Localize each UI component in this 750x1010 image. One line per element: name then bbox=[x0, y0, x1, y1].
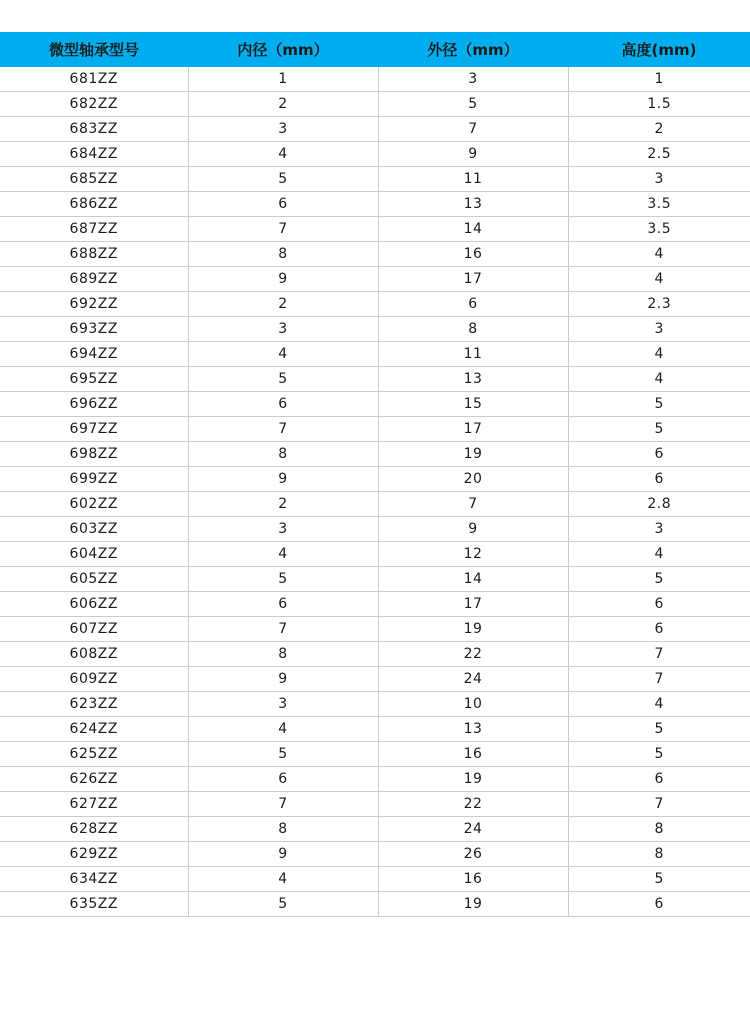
cell-model: 698ZZ bbox=[0, 442, 188, 467]
cell-inner-diameter: 3 bbox=[188, 317, 378, 342]
table-row bbox=[0, 767, 750, 792]
cell-height: 8 bbox=[568, 842, 750, 867]
cell-height: 6 bbox=[568, 767, 750, 792]
cell-height: 5 bbox=[568, 717, 750, 742]
cell-outer-diameter: 17 bbox=[378, 592, 568, 617]
cell-inner-diameter: 9 bbox=[188, 842, 378, 867]
table-row bbox=[0, 567, 750, 592]
cell-model: 699ZZ bbox=[0, 467, 188, 492]
cell-inner-diameter: 4 bbox=[188, 542, 378, 567]
cell-outer-diameter: 6 bbox=[378, 292, 568, 317]
cell-inner-diameter: 2 bbox=[188, 492, 378, 517]
table-row bbox=[0, 67, 750, 92]
cell-inner-diameter: 8 bbox=[188, 817, 378, 842]
cell-inner-diameter: 5 bbox=[188, 892, 378, 917]
table-row bbox=[0, 92, 750, 117]
cell-height: 5 bbox=[568, 867, 750, 892]
cell-height: 7 bbox=[568, 642, 750, 667]
cell-inner-diameter: 4 bbox=[188, 867, 378, 892]
cell-height: 1 bbox=[568, 67, 750, 92]
cell-model: 623ZZ bbox=[0, 692, 188, 717]
cell-outer-diameter: 8 bbox=[378, 317, 568, 342]
cell-outer-diameter: 19 bbox=[378, 767, 568, 792]
cell-outer-diameter: 3 bbox=[378, 67, 568, 92]
cell-outer-diameter: 13 bbox=[378, 367, 568, 392]
cell-model: 609ZZ bbox=[0, 667, 188, 692]
cell-model: 693ZZ bbox=[0, 317, 188, 342]
cell-outer-diameter: 22 bbox=[378, 792, 568, 817]
cell-model: 608ZZ bbox=[0, 642, 188, 667]
cell-outer-diameter: 17 bbox=[378, 417, 568, 442]
cell-outer-diameter: 13 bbox=[378, 717, 568, 742]
cell-inner-diameter: 8 bbox=[188, 242, 378, 267]
table-row bbox=[0, 742, 750, 767]
cell-outer-diameter: 15 bbox=[378, 392, 568, 417]
header-outer-diameter: 外径（mm） bbox=[378, 32, 568, 67]
header-inner-diameter: 内径（mm） bbox=[188, 32, 378, 67]
cell-height: 3 bbox=[568, 167, 750, 192]
cell-height: 4 bbox=[568, 267, 750, 292]
cell-inner-diameter: 6 bbox=[188, 767, 378, 792]
cell-model: 696ZZ bbox=[0, 392, 188, 417]
cell-inner-diameter: 9 bbox=[188, 267, 378, 292]
cell-outer-diameter: 10 bbox=[378, 692, 568, 717]
cell-model: 635ZZ bbox=[0, 892, 188, 917]
cell-model: 603ZZ bbox=[0, 517, 188, 542]
cell-inner-diameter: 3 bbox=[188, 517, 378, 542]
cell-inner-diameter: 2 bbox=[188, 292, 378, 317]
cell-height: 6 bbox=[568, 442, 750, 467]
cell-inner-diameter: 4 bbox=[188, 142, 378, 167]
cell-inner-diameter: 5 bbox=[188, 367, 378, 392]
cell-outer-diameter: 22 bbox=[378, 642, 568, 667]
table-row bbox=[0, 617, 750, 642]
cell-height: 3.5 bbox=[568, 192, 750, 217]
cell-outer-diameter: 24 bbox=[378, 817, 568, 842]
cell-height: 3 bbox=[568, 317, 750, 342]
cell-height: 5 bbox=[568, 417, 750, 442]
table-row bbox=[0, 442, 750, 467]
table-row bbox=[0, 267, 750, 292]
cell-inner-diameter: 6 bbox=[188, 592, 378, 617]
cell-height: 3.5 bbox=[568, 217, 750, 242]
cell-inner-diameter: 5 bbox=[188, 742, 378, 767]
cell-model: 605ZZ bbox=[0, 567, 188, 592]
cell-model: 683ZZ bbox=[0, 117, 188, 142]
cell-outer-diameter: 16 bbox=[378, 242, 568, 267]
cell-model: 602ZZ bbox=[0, 492, 188, 517]
header-height: 高度(mm) bbox=[568, 32, 750, 67]
table-row bbox=[0, 667, 750, 692]
cell-outer-diameter: 19 bbox=[378, 892, 568, 917]
table-row bbox=[0, 392, 750, 417]
cell-outer-diameter: 7 bbox=[378, 492, 568, 517]
cell-model: 604ZZ bbox=[0, 542, 188, 567]
cell-height: 1.5 bbox=[568, 92, 750, 117]
cell-model: 606ZZ bbox=[0, 592, 188, 617]
cell-model: 634ZZ bbox=[0, 867, 188, 892]
cell-model: 607ZZ bbox=[0, 617, 188, 642]
cell-height: 5 bbox=[568, 567, 750, 592]
cell-height: 6 bbox=[568, 592, 750, 617]
cell-model: 685ZZ bbox=[0, 167, 188, 192]
cell-model: 695ZZ bbox=[0, 367, 188, 392]
cell-inner-diameter: 4 bbox=[188, 342, 378, 367]
table-row bbox=[0, 892, 750, 917]
cell-outer-diameter: 19 bbox=[378, 617, 568, 642]
table-row bbox=[0, 717, 750, 742]
cell-inner-diameter: 3 bbox=[188, 117, 378, 142]
cell-height: 4 bbox=[568, 542, 750, 567]
table-row bbox=[0, 492, 750, 517]
cell-model: 692ZZ bbox=[0, 292, 188, 317]
cell-height: 5 bbox=[568, 392, 750, 417]
cell-outer-diameter: 13 bbox=[378, 192, 568, 217]
cell-model: 687ZZ bbox=[0, 217, 188, 242]
table-row bbox=[0, 842, 750, 867]
cell-inner-diameter: 8 bbox=[188, 642, 378, 667]
table-row bbox=[0, 192, 750, 217]
cell-inner-diameter: 8 bbox=[188, 442, 378, 467]
cell-height: 2.8 bbox=[568, 492, 750, 517]
header-model: 微型轴承型号 bbox=[0, 32, 188, 67]
cell-outer-diameter: 7 bbox=[378, 117, 568, 142]
cell-model: 694ZZ bbox=[0, 342, 188, 367]
cell-inner-diameter: 6 bbox=[188, 192, 378, 217]
table-row bbox=[0, 217, 750, 242]
cell-inner-diameter: 7 bbox=[188, 617, 378, 642]
table-row bbox=[0, 592, 750, 617]
cell-inner-diameter: 5 bbox=[188, 567, 378, 592]
table-row bbox=[0, 692, 750, 717]
table-row bbox=[0, 642, 750, 667]
cell-outer-diameter: 17 bbox=[378, 267, 568, 292]
cell-model: 682ZZ bbox=[0, 92, 188, 117]
cell-height: 7 bbox=[568, 667, 750, 692]
cell-model: 697ZZ bbox=[0, 417, 188, 442]
cell-model: 624ZZ bbox=[0, 717, 188, 742]
cell-model: 686ZZ bbox=[0, 192, 188, 217]
table-row bbox=[0, 167, 750, 192]
table-row bbox=[0, 142, 750, 167]
cell-inner-diameter: 7 bbox=[188, 792, 378, 817]
table-row bbox=[0, 417, 750, 442]
cell-height: 2.5 bbox=[568, 142, 750, 167]
table-row bbox=[0, 342, 750, 367]
cell-outer-diameter: 19 bbox=[378, 442, 568, 467]
cell-inner-diameter: 1 bbox=[188, 67, 378, 92]
cell-inner-diameter: 2 bbox=[188, 92, 378, 117]
cell-outer-diameter: 20 bbox=[378, 467, 568, 492]
table-row bbox=[0, 292, 750, 317]
cell-height: 6 bbox=[568, 467, 750, 492]
table-row bbox=[0, 817, 750, 842]
cell-outer-diameter: 14 bbox=[378, 567, 568, 592]
cell-model: 689ZZ bbox=[0, 267, 188, 292]
cell-inner-diameter: 7 bbox=[188, 417, 378, 442]
table-row bbox=[0, 242, 750, 267]
cell-model: 628ZZ bbox=[0, 817, 188, 842]
cell-height: 4 bbox=[568, 342, 750, 367]
cell-inner-diameter: 4 bbox=[188, 717, 378, 742]
cell-height: 7 bbox=[568, 792, 750, 817]
cell-outer-diameter: 16 bbox=[378, 867, 568, 892]
cell-inner-diameter: 9 bbox=[188, 667, 378, 692]
cell-height: 8 bbox=[568, 817, 750, 842]
cell-model: 626ZZ bbox=[0, 767, 188, 792]
cell-model: 688ZZ bbox=[0, 242, 188, 267]
cell-outer-diameter: 5 bbox=[378, 92, 568, 117]
cell-inner-diameter: 5 bbox=[188, 167, 378, 192]
cell-model: 625ZZ bbox=[0, 742, 188, 767]
cell-model: 681ZZ bbox=[0, 67, 188, 92]
table-row bbox=[0, 542, 750, 567]
table-row bbox=[0, 467, 750, 492]
cell-inner-diameter: 3 bbox=[188, 692, 378, 717]
cell-model: 629ZZ bbox=[0, 842, 188, 867]
cell-height: 6 bbox=[568, 892, 750, 917]
cell-outer-diameter: 11 bbox=[378, 342, 568, 367]
table-row bbox=[0, 117, 750, 142]
header-row bbox=[0, 32, 750, 67]
cell-model: 684ZZ bbox=[0, 142, 188, 167]
cell-model: 627ZZ bbox=[0, 792, 188, 817]
cell-outer-diameter: 26 bbox=[378, 842, 568, 867]
table-row bbox=[0, 517, 750, 542]
table-header bbox=[0, 32, 750, 67]
table-row bbox=[0, 867, 750, 892]
cell-height: 5 bbox=[568, 742, 750, 767]
cell-height: 2 bbox=[568, 117, 750, 142]
cell-height: 4 bbox=[568, 367, 750, 392]
cell-outer-diameter: 14 bbox=[378, 217, 568, 242]
cell-outer-diameter: 9 bbox=[378, 517, 568, 542]
bearing-spec-table bbox=[0, 32, 750, 917]
cell-height: 2.3 bbox=[568, 292, 750, 317]
cell-inner-diameter: 7 bbox=[188, 217, 378, 242]
cell-height: 4 bbox=[568, 692, 750, 717]
cell-outer-diameter: 24 bbox=[378, 667, 568, 692]
cell-outer-diameter: 12 bbox=[378, 542, 568, 567]
table-row bbox=[0, 792, 750, 817]
table-body bbox=[0, 67, 750, 917]
cell-outer-diameter: 9 bbox=[378, 142, 568, 167]
cell-outer-diameter: 16 bbox=[378, 742, 568, 767]
table-row bbox=[0, 317, 750, 342]
cell-inner-diameter: 9 bbox=[188, 467, 378, 492]
cell-outer-diameter: 11 bbox=[378, 167, 568, 192]
cell-inner-diameter: 6 bbox=[188, 392, 378, 417]
table-row bbox=[0, 367, 750, 392]
cell-height: 3 bbox=[568, 517, 750, 542]
cell-height: 4 bbox=[568, 242, 750, 267]
cell-height: 6 bbox=[568, 617, 750, 642]
